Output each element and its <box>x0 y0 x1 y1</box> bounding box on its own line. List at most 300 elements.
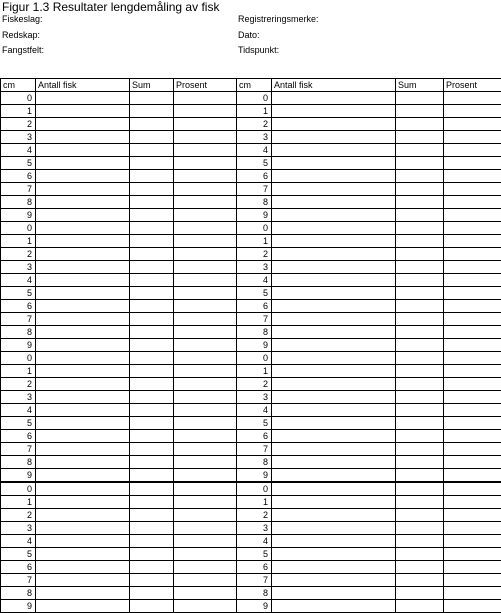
antall-fisk-cell-right[interactable] <box>272 287 396 300</box>
sum-cell-right[interactable] <box>396 105 444 118</box>
prosent-cell-right[interactable] <box>444 274 501 287</box>
cm-value-right: 2 <box>237 118 272 131</box>
sum-cell-left[interactable] <box>130 391 174 404</box>
antall-fisk-cell-right[interactable] <box>272 378 396 391</box>
sum-cell-left[interactable] <box>130 496 174 509</box>
prosent-cell-left[interactable] <box>174 326 237 339</box>
prosent-cell-left[interactable] <box>174 496 237 509</box>
cm-value-right: 9 <box>237 469 272 483</box>
cm-value-right: 5 <box>237 157 272 170</box>
sum-cell-right[interactable] <box>396 561 444 574</box>
prosent-cell-right[interactable] <box>444 222 501 235</box>
prosent-cell-left[interactable] <box>174 391 237 404</box>
length-measurement-table <box>0 78 501 613</box>
prosent-cell-left[interactable] <box>174 587 237 600</box>
cm-value-right: 9 <box>237 209 272 222</box>
prosent-cell-right[interactable] <box>444 443 501 456</box>
cm-value-right: 6 <box>237 170 272 183</box>
antall-fisk-cell-right[interactable] <box>272 574 396 587</box>
table-row <box>1 509 501 522</box>
antall-fisk-cell-left[interactable] <box>36 196 130 209</box>
prosent-cell-right[interactable] <box>444 482 501 496</box>
prosent-cell-right[interactable] <box>444 196 501 209</box>
antall-fisk-cell-right[interactable] <box>272 391 396 404</box>
cm-value-left: 9 <box>1 600 36 613</box>
sum-cell-left[interactable] <box>130 509 174 522</box>
prosent-cell-right[interactable] <box>444 561 501 574</box>
antall-fisk-cell-right[interactable] <box>272 196 396 209</box>
cm-value-right: 8 <box>237 456 272 469</box>
prosent-cell-left[interactable] <box>174 287 237 300</box>
sum-cell-right[interactable] <box>396 496 444 509</box>
sum-cell-left[interactable] <box>130 378 174 391</box>
antall-fisk-cell-left[interactable] <box>36 443 130 456</box>
prosent-cell-left[interactable] <box>174 443 237 456</box>
prosent-cell-right[interactable] <box>444 417 501 430</box>
prosent-cell-left[interactable] <box>174 209 237 222</box>
antall-fisk-cell-left[interactable] <box>36 456 130 469</box>
antall-fisk-cell-right[interactable] <box>272 430 396 443</box>
antall-fisk-cell-right[interactable] <box>272 443 396 456</box>
prosent-cell-right[interactable] <box>444 496 501 509</box>
table-row <box>1 248 501 261</box>
table-row <box>1 561 501 574</box>
sum-cell-left[interactable] <box>130 417 174 430</box>
antall-fisk-cell-left[interactable] <box>36 548 130 561</box>
table-row <box>1 144 501 157</box>
prosent-cell-right[interactable] <box>444 170 501 183</box>
sum-cell-left[interactable] <box>130 274 174 287</box>
sum-cell-right[interactable] <box>396 196 444 209</box>
antall-fisk-cell-right[interactable] <box>272 469 396 483</box>
antall-fisk-cell-left[interactable] <box>36 378 130 391</box>
sum-cell-right[interactable] <box>396 235 444 248</box>
antall-fisk-cell-right[interactable] <box>272 170 396 183</box>
antall-fisk-cell-left[interactable] <box>36 561 130 574</box>
antall-fisk-cell-left[interactable] <box>36 209 130 222</box>
antall-fisk-cell-left[interactable] <box>36 248 130 261</box>
sum-cell-left[interactable] <box>130 522 174 535</box>
antall-fisk-cell-left[interactable] <box>36 261 130 274</box>
antall-fisk-cell-right[interactable] <box>272 587 396 600</box>
antall-fisk-cell-right[interactable] <box>272 482 396 496</box>
cm-value-right: 4 <box>237 144 272 157</box>
cm-value-left: 6 <box>1 561 36 574</box>
antall-fisk-cell-left[interactable] <box>36 469 130 483</box>
sum-cell-left[interactable] <box>130 131 174 144</box>
antall-fisk-cell-left[interactable] <box>36 496 130 509</box>
antall-fisk-cell-right[interactable] <box>272 339 396 352</box>
prosent-cell-right[interactable] <box>444 105 501 118</box>
prosent-cell-right[interactable] <box>444 535 501 548</box>
prosent-cell-right[interactable] <box>444 391 501 404</box>
prosent-cell-left[interactable] <box>174 274 237 287</box>
cm-value-left: 1 <box>1 496 36 509</box>
prosent-cell-right[interactable] <box>444 183 501 196</box>
table-row <box>1 235 501 248</box>
cm-value-right: 1 <box>237 496 272 509</box>
antall-fisk-cell-left[interactable] <box>36 522 130 535</box>
registreringsmerke-label: Registreringsmerke: <box>238 14 319 25</box>
cm-value-left: 9 <box>1 469 36 483</box>
prosent-cell-left[interactable] <box>174 365 237 378</box>
prosent-cell-left[interactable] <box>174 352 237 365</box>
prosent-cell-left[interactable] <box>174 105 237 118</box>
prosent-cell-right[interactable] <box>444 92 501 105</box>
prosent-cell-right[interactable] <box>444 300 501 313</box>
table-row <box>1 456 501 469</box>
antall-fisk-cell-right[interactable] <box>272 417 396 430</box>
sum-cell-left[interactable] <box>130 157 174 170</box>
antall-fisk-cell-right[interactable] <box>272 261 396 274</box>
antall-fisk-cell-right[interactable] <box>272 209 396 222</box>
antall-fisk-cell-left[interactable] <box>36 235 130 248</box>
cm-value-right: 2 <box>237 509 272 522</box>
sum-cell-right[interactable] <box>396 131 444 144</box>
prosent-cell-left[interactable] <box>174 92 237 105</box>
antall-fisk-cell-right[interactable] <box>272 92 396 105</box>
prosent-cell-right[interactable] <box>444 574 501 587</box>
antall-fisk-cell-left[interactable] <box>36 417 130 430</box>
sum-cell-right[interactable] <box>396 183 444 196</box>
sum-cell-left[interactable] <box>130 287 174 300</box>
prosent-cell-left[interactable] <box>174 548 237 561</box>
sum-cell-right[interactable] <box>396 92 444 105</box>
sum-cell-right[interactable] <box>396 469 444 483</box>
cm-value-right: 5 <box>237 548 272 561</box>
cm-value-right: 7 <box>237 574 272 587</box>
antall-fisk-cell-left[interactable] <box>36 222 130 235</box>
sum-cell-left[interactable] <box>130 535 174 548</box>
prosent-cell-left[interactable] <box>174 118 237 131</box>
sum-cell-left[interactable] <box>130 170 174 183</box>
prosent-cell-left[interactable] <box>174 404 237 417</box>
antall-fisk-cell-right[interactable] <box>272 300 396 313</box>
table-row <box>1 170 501 183</box>
sum-cell-right[interactable] <box>396 209 444 222</box>
sum-cell-left[interactable] <box>130 222 174 235</box>
sum-cell-right[interactable] <box>396 574 444 587</box>
cm-value-left: 3 <box>1 261 36 274</box>
sum-cell-left[interactable] <box>130 144 174 157</box>
cm-value-left: 1 <box>1 105 36 118</box>
prosent-cell-right[interactable] <box>444 522 501 535</box>
prosent-cell-right[interactable] <box>444 157 501 170</box>
table-row <box>1 209 501 222</box>
prosent-cell-left[interactable] <box>174 144 237 157</box>
cm-value-right: 7 <box>237 183 272 196</box>
sum-cell-left[interactable] <box>130 235 174 248</box>
antall-fisk-cell-left[interactable] <box>36 404 130 417</box>
sum-cell-left[interactable] <box>130 365 174 378</box>
antall-fisk-cell-left[interactable] <box>36 326 130 339</box>
prosent-cell-right[interactable] <box>444 352 501 365</box>
sum-cell-left[interactable] <box>130 443 174 456</box>
prosent-cell-left[interactable] <box>174 157 237 170</box>
sum-cell-left[interactable] <box>130 118 174 131</box>
prosent-cell-left[interactable] <box>174 339 237 352</box>
antall-fisk-cell-right[interactable] <box>272 548 396 561</box>
prosent-cell-right[interactable] <box>444 209 501 222</box>
antall-fisk-cell-left[interactable] <box>36 274 130 287</box>
table-row <box>1 574 501 587</box>
table-row <box>1 443 501 456</box>
antall-fisk-cell-left[interactable] <box>36 287 130 300</box>
sum-cell-right[interactable] <box>396 313 444 326</box>
antall-fisk-cell-left[interactable] <box>36 482 130 496</box>
cm-value-left: 0 <box>1 482 36 496</box>
cm-value-right: 0 <box>237 222 272 235</box>
prosent-cell-left[interactable] <box>174 561 237 574</box>
sum-cell-right[interactable] <box>396 157 444 170</box>
cm-value-right: 3 <box>237 261 272 274</box>
table-row <box>1 430 501 443</box>
sum-cell-right[interactable] <box>396 482 444 496</box>
sum-cell-right[interactable] <box>396 287 444 300</box>
antall-fisk-cell-right[interactable] <box>272 326 396 339</box>
antall-fisk-cell-right[interactable] <box>272 352 396 365</box>
sum-cell-left[interactable] <box>130 548 174 561</box>
prosent-cell-left[interactable] <box>174 248 237 261</box>
table-row <box>1 404 501 417</box>
cm-value-right: 2 <box>237 378 272 391</box>
prosent-cell-right[interactable] <box>444 118 501 131</box>
cm-value-left: 4 <box>1 144 36 157</box>
sum-cell-left[interactable] <box>130 574 174 587</box>
antall-fisk-cell-left[interactable] <box>36 183 130 196</box>
antall-fisk-cell-right[interactable] <box>272 105 396 118</box>
cm-value-right: 0 <box>237 482 272 496</box>
sum-cell-right[interactable] <box>396 365 444 378</box>
prosent-cell-left[interactable] <box>174 235 237 248</box>
cm-value-left: 2 <box>1 509 36 522</box>
prosent-cell-right[interactable] <box>444 248 501 261</box>
antall-fisk-cell-right[interactable] <box>272 313 396 326</box>
sum-cell-right[interactable] <box>396 509 444 522</box>
sum-cell-right[interactable] <box>396 274 444 287</box>
prosent-cell-left[interactable] <box>174 222 237 235</box>
antall-fisk-cell-left[interactable] <box>36 430 130 443</box>
prosent-cell-left[interactable] <box>174 482 237 496</box>
cm-value-left: 8 <box>1 326 36 339</box>
cm-value-right: 1 <box>237 365 272 378</box>
sum-cell-right[interactable] <box>396 300 444 313</box>
table-row <box>1 313 501 326</box>
sum-cell-left[interactable] <box>130 404 174 417</box>
antall-fisk-cell-right[interactable] <box>272 222 396 235</box>
sum-cell-right[interactable] <box>396 222 444 235</box>
sum-cell-left[interactable] <box>130 183 174 196</box>
sum-cell-right[interactable] <box>396 443 444 456</box>
sum-cell-left[interactable] <box>130 561 174 574</box>
antall-fisk-cell-right[interactable] <box>272 365 396 378</box>
sum-cell-right[interactable] <box>396 404 444 417</box>
table-row <box>1 587 501 600</box>
antall-fisk-cell-left[interactable] <box>36 118 130 131</box>
sum-cell-left[interactable] <box>130 300 174 313</box>
sum-cell-left[interactable] <box>130 313 174 326</box>
header-cm-right: cm <box>237 79 272 92</box>
antall-fisk-cell-left[interactable] <box>36 587 130 600</box>
cm-value-left: 0 <box>1 352 36 365</box>
cm-value-right: 7 <box>237 443 272 456</box>
table-row <box>1 326 501 339</box>
prosent-cell-right[interactable] <box>444 144 501 157</box>
cm-value-left: 8 <box>1 587 36 600</box>
cm-value-right: 4 <box>237 274 272 287</box>
prosent-cell-left[interactable] <box>174 131 237 144</box>
prosent-cell-left[interactable] <box>174 183 237 196</box>
antall-fisk-cell-left[interactable] <box>36 365 130 378</box>
cm-value-left: 4 <box>1 535 36 548</box>
dato-label: Dato: <box>238 30 260 41</box>
prosent-cell-right[interactable] <box>444 509 501 522</box>
sum-cell-left[interactable] <box>130 339 174 352</box>
sum-cell-left[interactable] <box>130 430 174 443</box>
sum-cell-left[interactable] <box>130 469 174 483</box>
cm-value-right: 7 <box>237 313 272 326</box>
prosent-cell-left[interactable] <box>174 535 237 548</box>
antall-fisk-cell-left[interactable] <box>36 352 130 365</box>
prosent-cell-left[interactable] <box>174 196 237 209</box>
sum-cell-right[interactable] <box>396 352 444 365</box>
sum-cell-right[interactable] <box>396 378 444 391</box>
prosent-cell-right[interactable] <box>444 235 501 248</box>
antall-fisk-cell-left[interactable] <box>36 391 130 404</box>
table-row <box>1 417 501 430</box>
antall-fisk-cell-left[interactable] <box>36 535 130 548</box>
antall-fisk-cell-left[interactable] <box>36 170 130 183</box>
sum-cell-left[interactable] <box>130 352 174 365</box>
cm-value-left: 5 <box>1 157 36 170</box>
sum-cell-left[interactable] <box>130 92 174 105</box>
prosent-cell-left[interactable] <box>174 300 237 313</box>
sum-cell-right[interactable] <box>396 587 444 600</box>
cm-value-left: 5 <box>1 287 36 300</box>
cm-value-left: 1 <box>1 365 36 378</box>
antall-fisk-cell-left[interactable] <box>36 313 130 326</box>
prosent-cell-right[interactable] <box>444 326 501 339</box>
prosent-cell-left[interactable] <box>174 313 237 326</box>
antall-fisk-cell-right[interactable] <box>272 496 396 509</box>
prosent-cell-left[interactable] <box>174 469 237 483</box>
prosent-cell-left[interactable] <box>174 261 237 274</box>
prosent-cell-left[interactable] <box>174 430 237 443</box>
table-row <box>1 522 501 535</box>
prosent-cell-right[interactable] <box>444 313 501 326</box>
sum-cell-right[interactable] <box>396 144 444 157</box>
prosent-cell-left[interactable] <box>174 417 237 430</box>
header-sum-left: Sum <box>130 79 174 92</box>
antall-fisk-cell-right[interactable] <box>272 509 396 522</box>
prosent-cell-left[interactable] <box>174 456 237 469</box>
sum-cell-right[interactable] <box>396 430 444 443</box>
antall-fisk-cell-right[interactable] <box>272 248 396 261</box>
sum-cell-left[interactable] <box>130 196 174 209</box>
tidspunkt-label: Tidspunkt: <box>238 45 279 56</box>
cm-value-right: 0 <box>237 92 272 105</box>
cm-value-left: 6 <box>1 300 36 313</box>
sum-cell-right[interactable] <box>396 548 444 561</box>
sum-cell-left[interactable] <box>130 209 174 222</box>
prosent-cell-left[interactable] <box>174 522 237 535</box>
prosent-cell-right[interactable] <box>444 548 501 561</box>
antall-fisk-cell-left[interactable] <box>36 509 130 522</box>
prosent-cell-left[interactable] <box>174 378 237 391</box>
sum-cell-right[interactable] <box>396 522 444 535</box>
sum-cell-right[interactable] <box>396 248 444 261</box>
antall-fisk-cell-right[interactable] <box>272 183 396 196</box>
antall-fisk-cell-right[interactable] <box>272 131 396 144</box>
sum-cell-left[interactable] <box>130 248 174 261</box>
sum-cell-left[interactable] <box>130 326 174 339</box>
antall-fisk-cell-right[interactable] <box>272 274 396 287</box>
antall-fisk-cell-right[interactable] <box>272 522 396 535</box>
prosent-cell-right[interactable] <box>444 404 501 417</box>
prosent-cell-right[interactable] <box>444 469 501 483</box>
antall-fisk-cell-right[interactable] <box>272 561 396 574</box>
antall-fisk-cell-left[interactable] <box>36 339 130 352</box>
sum-cell-right[interactable] <box>396 391 444 404</box>
antall-fisk-cell-left[interactable] <box>36 300 130 313</box>
prosent-cell-right[interactable] <box>444 261 501 274</box>
prosent-cell-left[interactable] <box>174 574 237 587</box>
antall-fisk-cell-right[interactable] <box>272 535 396 548</box>
sum-cell-right[interactable] <box>396 326 444 339</box>
sum-cell-right[interactable] <box>396 417 444 430</box>
sum-cell-left[interactable] <box>130 456 174 469</box>
prosent-cell-right[interactable] <box>444 287 501 300</box>
prosent-cell-right[interactable] <box>444 378 501 391</box>
antall-fisk-cell-right[interactable] <box>272 235 396 248</box>
antall-fisk-cell-right[interactable] <box>272 404 396 417</box>
cm-value-left: 4 <box>1 274 36 287</box>
antall-fisk-cell-right[interactable] <box>272 118 396 131</box>
sum-cell-right[interactable] <box>396 339 444 352</box>
antall-fisk-cell-right[interactable] <box>272 157 396 170</box>
prosent-cell-right[interactable] <box>444 365 501 378</box>
antall-fisk-cell-right[interactable] <box>272 144 396 157</box>
antall-fisk-cell-left[interactable] <box>36 144 130 157</box>
sum-cell-left[interactable] <box>130 482 174 496</box>
prosent-cell-right[interactable] <box>444 339 501 352</box>
sum-cell-left[interactable] <box>130 105 174 118</box>
antall-fisk-cell-left[interactable] <box>36 92 130 105</box>
cm-value-right: 0 <box>237 352 272 365</box>
cm-value-right: 9 <box>237 339 272 352</box>
antall-fisk-cell-left[interactable] <box>36 131 130 144</box>
prosent-cell-right[interactable] <box>444 587 501 600</box>
sum-cell-left[interactable] <box>130 587 174 600</box>
sum-cell-right[interactable] <box>396 170 444 183</box>
antall-fisk-cell-left[interactable] <box>36 157 130 170</box>
sum-cell-left[interactable] <box>130 261 174 274</box>
sum-cell-right[interactable] <box>396 456 444 469</box>
sum-cell-right[interactable] <box>396 535 444 548</box>
prosent-cell-right[interactable] <box>444 430 501 443</box>
prosent-cell-right[interactable] <box>444 131 501 144</box>
prosent-cell-left[interactable] <box>174 170 237 183</box>
cm-value-left: 5 <box>1 417 36 430</box>
antall-fisk-cell-right[interactable] <box>272 456 396 469</box>
sum-cell-right[interactable] <box>396 261 444 274</box>
antall-fisk-cell-left[interactable] <box>36 574 130 587</box>
sum-cell-right[interactable] <box>396 118 444 131</box>
antall-fisk-cell-left[interactable] <box>36 105 130 118</box>
table-row <box>1 300 501 313</box>
prosent-cell-left[interactable] <box>174 509 237 522</box>
prosent-cell-right[interactable] <box>444 456 501 469</box>
